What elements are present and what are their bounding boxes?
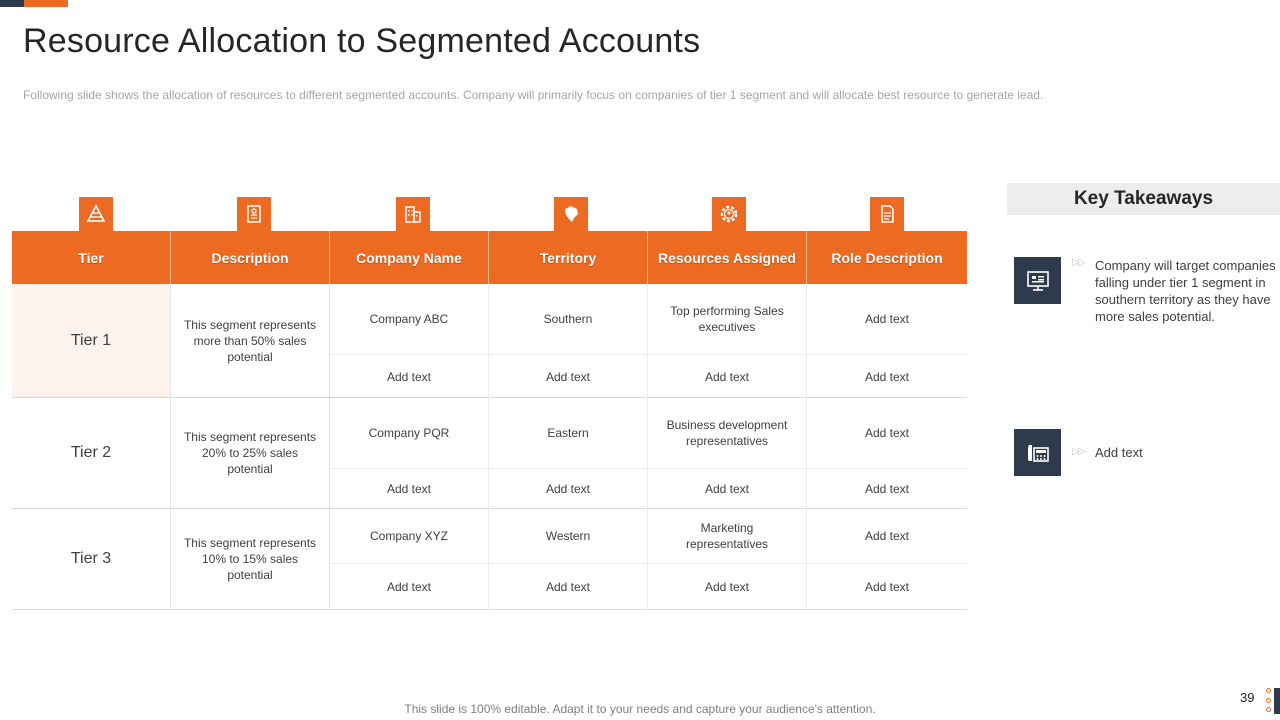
page-bar-decoration	[1274, 688, 1280, 714]
territory-cell: Southern	[489, 284, 648, 354]
resources-cell: Business development representatives	[648, 398, 807, 468]
top-accent-dark	[0, 0, 24, 7]
table-header-row	[12, 231, 967, 284]
top-accent-orange	[24, 0, 68, 7]
footer-note: This slide is 100% editable. Adapt it to your needs and capture your audience's attention.	[404, 702, 876, 716]
company-name-cell: Company PQR	[330, 398, 489, 468]
pyramid-icon	[78, 196, 114, 232]
role-description-cell: Add text	[864, 529, 910, 543]
page-dots-decoration	[1266, 688, 1272, 712]
territory-cell: Eastern	[489, 398, 648, 468]
tier-label: Tier 1	[12, 284, 171, 397]
table-row	[330, 284, 967, 355]
takeaway-text: Company will target companies falling under tier 1 segment in southern territory as they have more sales potential.	[1095, 258, 1276, 324]
company-name-cell: Add text	[330, 469, 489, 509]
header-icon-row	[12, 196, 967, 231]
table-row	[330, 509, 967, 564]
header-resources-assigned: Resources Assigned	[648, 231, 807, 284]
tier-group-2	[12, 398, 967, 509]
gear-person-icon	[711, 196, 747, 232]
resources-cell: Marketing representatives	[648, 509, 807, 563]
resources-cell: Add text	[648, 469, 807, 509]
tier-description: This segment represents 10% to 15% sales potential	[171, 509, 330, 609]
monitor-icon	[1014, 257, 1061, 304]
territory-cell: Add text	[489, 564, 648, 610]
header-tier: Tier	[12, 231, 171, 284]
phone-icon	[1014, 429, 1061, 476]
resources-cell: Top performing Sales executives	[648, 284, 807, 354]
header-territory: Territory	[489, 231, 648, 284]
role-description-cell: Add text	[864, 580, 910, 594]
territory-cell: Add text	[489, 469, 648, 509]
page-number: 39	[1240, 690, 1255, 705]
header-role-description: Role Description	[831, 249, 943, 266]
territory-cell: Add text	[489, 355, 648, 398]
file-icon	[869, 196, 905, 232]
company-name-cell: Add text	[330, 564, 489, 610]
table-row	[330, 355, 967, 398]
tier-description: This segment represents more than 50% sales potential	[171, 284, 330, 397]
resources-cell: Add text	[648, 564, 807, 610]
building-icon	[395, 196, 431, 232]
slide-title: Resource Allocation to Segmented Accounts	[23, 22, 701, 60]
role-description-cell: Add text	[864, 312, 910, 326]
header-company-name: Company Name	[330, 231, 489, 284]
chevron-right-icon: ▷▷	[1072, 257, 1084, 268]
table-row	[330, 469, 967, 509]
company-name-cell: Add text	[330, 355, 489, 398]
resources-cell: Add text	[648, 355, 807, 398]
tier-label: Tier 2	[12, 398, 171, 508]
tier-group-3	[12, 509, 967, 610]
tier-label: Tier 3	[12, 509, 171, 609]
tier-group-1	[12, 284, 967, 398]
table-row	[330, 564, 967, 610]
role-description-cell: Add text	[864, 369, 910, 384]
company-name-cell: Company ABC	[330, 284, 489, 354]
map-icon	[553, 196, 589, 232]
tier-description: This segment represents 20% to 25% sales potential	[171, 398, 330, 508]
role-description-cell: Add text	[864, 482, 910, 496]
chevron-right-icon: ▷▷	[1072, 446, 1084, 457]
key-takeaways-title: Key Takeaways	[1007, 183, 1280, 215]
slide-subtitle: Following slide shows the allocation of resources to different segmented accounts. Company will primarily focus on companies of tier 1 segment and will allocate best resource to generate lead.	[23, 88, 1044, 102]
role-description-cell: Add text	[864, 426, 910, 440]
takeaway-item	[1014, 257, 1280, 357]
header-description: Description	[171, 231, 330, 284]
territory-cell: Western	[489, 509, 648, 563]
company-name-cell: Company XYZ	[330, 509, 489, 563]
takeaway-text: Add text	[1095, 445, 1143, 460]
table-row	[330, 398, 967, 469]
takeaway-item	[1014, 429, 1280, 476]
document-icon	[236, 196, 272, 232]
